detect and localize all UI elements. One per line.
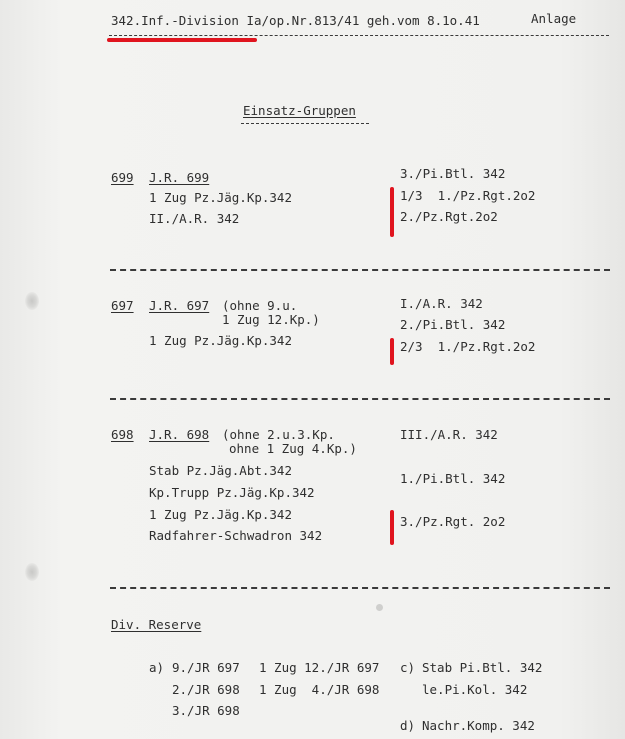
group-right-line: 3./Pz.Rgt. 2o2 [400, 514, 506, 529]
group-left-line: 1 Zug Pz.Jäg.Kp.342 [149, 333, 292, 348]
group-left-line: Kp.Trupp Pz.Jäg.Kp.342 [149, 485, 315, 500]
group-right-line: 3./Pi.Btl. 342 [400, 166, 506, 181]
title-rule [241, 123, 369, 124]
reserve-d-line: Nachr.Komp. 342 [422, 718, 535, 733]
group-unit-extra: (ohne 2.u.3.Kp. [222, 427, 335, 442]
red-underline-annotation [107, 38, 257, 42]
reserve-d-label: d) [400, 718, 416, 733]
reserve-a-line: 2./JR 698 [172, 682, 240, 697]
group-right-line: III./A.R. 342 [400, 427, 498, 442]
group-left-line: II./A.R. 342 [149, 211, 240, 226]
group-unit-extra: ohne 1 Zug 4.Kp.) [229, 441, 357, 456]
section-rule [110, 398, 610, 400]
group-number: 699 [111, 170, 134, 185]
reserve-b-line: 1 Zug 4./JR 698 [259, 682, 380, 697]
paper-speck [376, 604, 383, 611]
group-unit: J.R. 697 [149, 298, 210, 313]
group-left-line: 1 Zug Pz.Jäg.Kp.342 [149, 507, 292, 522]
group-left-line: Stab Pz.Jäg.Abt.342 [149, 463, 292, 478]
group-right-line: I./A.R. 342 [400, 296, 483, 311]
header-reference: 342.Inf.-Division Ia/op.Nr.813/41 geh.vom 8.1o.41 [111, 13, 480, 28]
group-right-line: 2/3 1./Pz.Rgt.2o2 [400, 339, 536, 354]
red-margin-mark [390, 187, 394, 237]
group-unit: J.R. 698 [149, 427, 210, 442]
group-left-line: 1 Zug Pz.Jäg.Kp.342 [149, 190, 292, 205]
reserve-b-line: 1 Zug 12./JR 697 [259, 660, 380, 675]
reserve-c-label: c) [400, 660, 416, 675]
reserve-c-line: le.Pi.Kol. 342 [422, 682, 528, 697]
header-attachment: Anlage [531, 11, 577, 26]
header-rule [109, 35, 609, 36]
group-right-line: 2./Pi.Btl. 342 [400, 317, 506, 332]
group-unit: J.R. 699 [149, 170, 210, 185]
page-title: Einsatz-Gruppen [243, 103, 356, 118]
red-margin-mark [390, 510, 394, 545]
reserve-a-line: 9./JR 697 [172, 660, 240, 675]
punch-hole-bottom [25, 563, 39, 581]
reserve-heading: Div. Reserve [111, 617, 202, 632]
group-right-line: 1./Pi.Btl. 342 [400, 471, 506, 486]
group-unit-extra: 1 Zug 12.Kp.) [222, 312, 320, 327]
group-number: 697 [111, 298, 134, 313]
reserve-a-label: a) [149, 660, 165, 675]
group-right-line: 2./Pz.Rgt.2o2 [400, 209, 498, 224]
reserve-c-line: Stab Pi.Btl. 342 [422, 660, 543, 675]
group-unit-extra: (ohne 9.u. [222, 298, 298, 313]
reserve-a-line: 3./JR 698 [172, 703, 240, 718]
section-rule [110, 269, 610, 271]
group-right-line: 1/3 1./Pz.Rgt.2o2 [400, 188, 536, 203]
punch-hole-top [25, 292, 39, 310]
section-rule [110, 587, 610, 589]
red-margin-mark [390, 338, 394, 365]
group-number: 698 [111, 427, 134, 442]
group-left-line: Radfahrer-Schwadron 342 [149, 528, 323, 543]
